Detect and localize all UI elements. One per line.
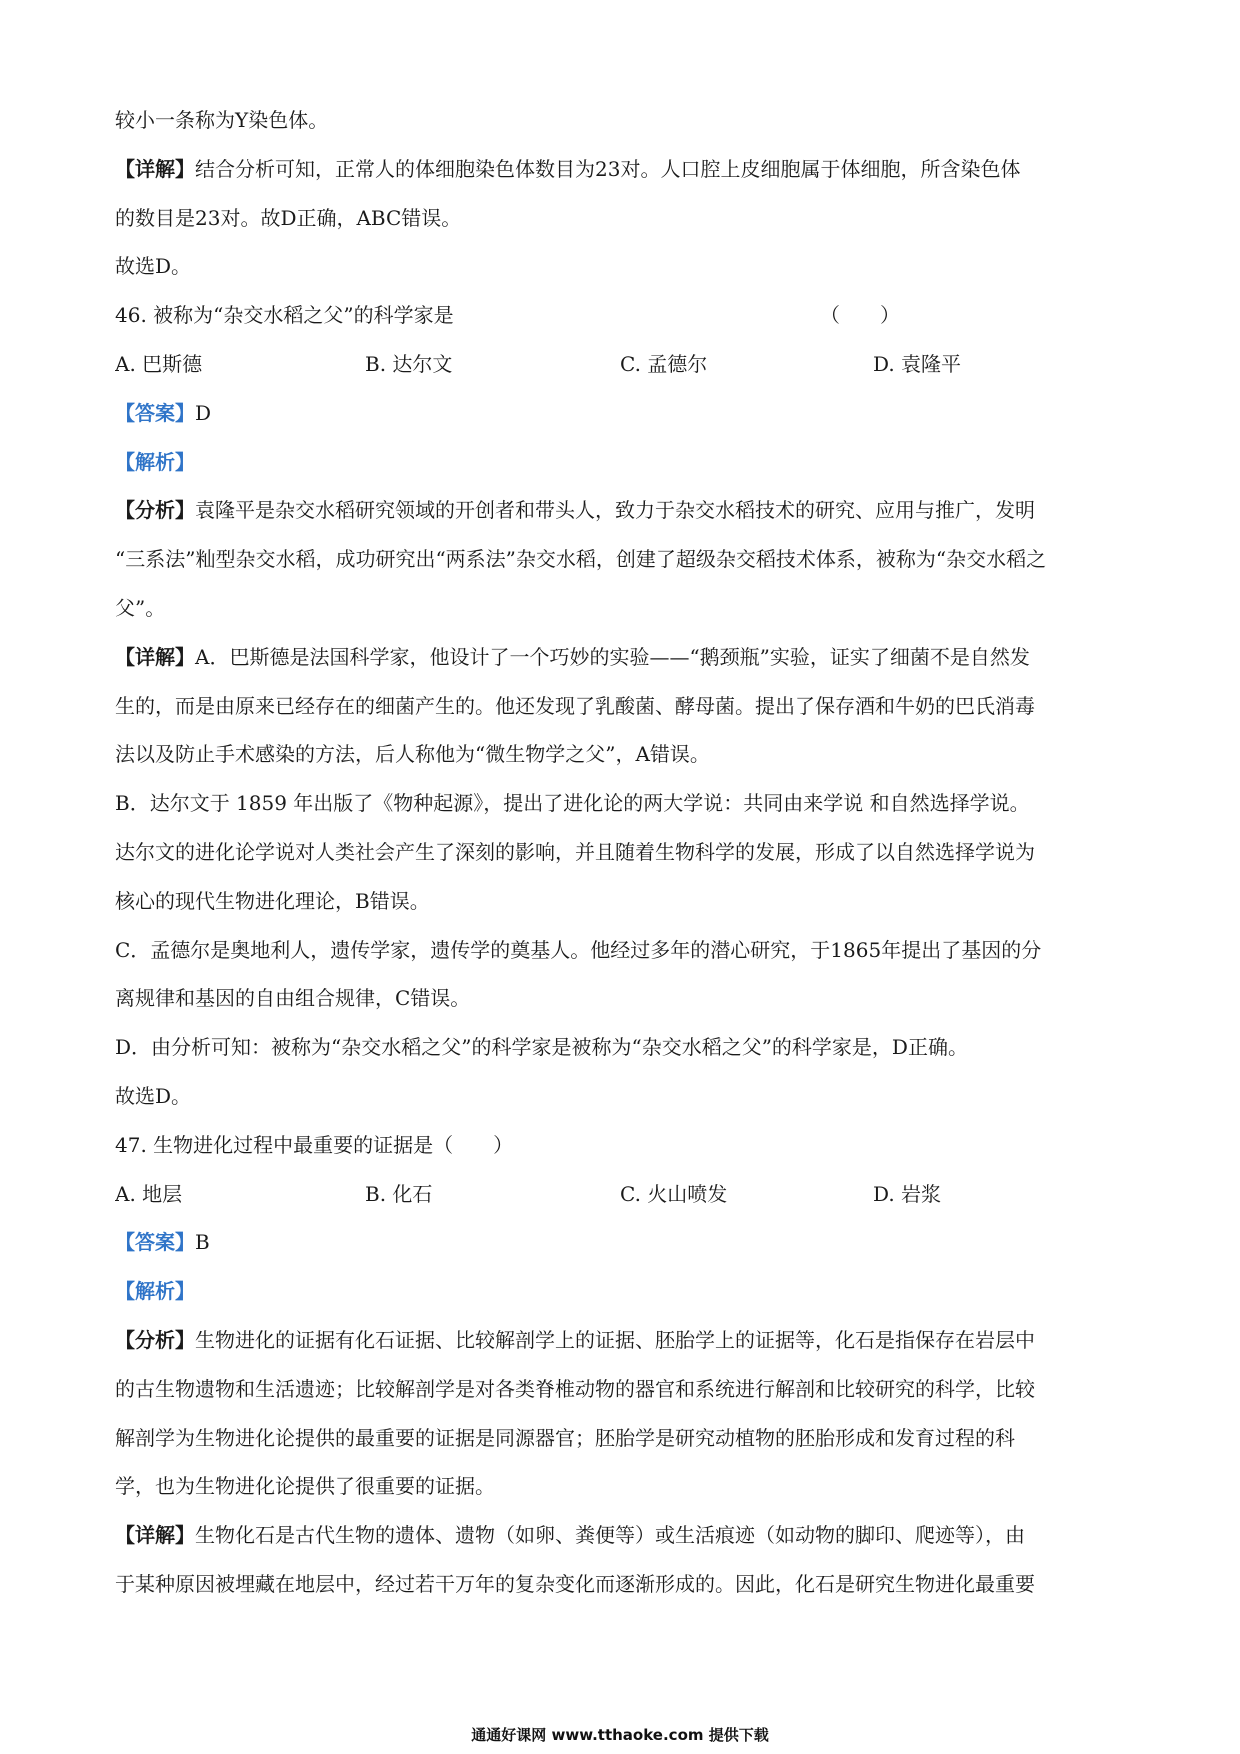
analysis-tag: 【分析】: [115, 1327, 195, 1352]
answer-tag: 【答案】: [115, 1230, 195, 1255]
text-line: 【详解】生物化石是古代生物的遗体、遗物（如卵、粪便等）或生活痕迹（如动物的脚印、爬迹等），由: [115, 1523, 1025, 1548]
text-line: “三系法”籼型杂交水稻，成功研究出“两系法”杂交水稻，创建了超级杂交稻技术体系，被称为“杂交水稻之: [115, 547, 1047, 572]
option-b: B. 化石: [365, 1181, 433, 1206]
detail-tag: 【详解】: [115, 644, 195, 669]
text-line: 【分析】生物进化的证据有化石证据、比较解剖学上的证据、胚胎学上的证据等，化石是指保存在岩层中: [115, 1327, 1035, 1352]
page-content: [115, 96, 1135, 1609]
text-line: B．达尔文于 1859 年出版了《物种起源》，提出了进化论的两大学说：共同由来学说 和自然选择学说。: [115, 791, 1030, 816]
analysis-tag: 【分析】: [115, 498, 195, 523]
analysis-heading: 【解析】: [115, 449, 195, 474]
question-46-stem: 46. 被称为“杂交水稻之父”的科学家是 （ ）: [115, 291, 1135, 340]
text-line: 的古生物遗物和生活遗迹；比较解剖学是对各类脊椎动物的器官和系统进行解剖和比较研究的科学，比较: [115, 1376, 1035, 1401]
option-d: D. 袁隆平: [873, 351, 962, 376]
text-line: D．由分析可知：被称为“杂交水稻之父”的科学家是被称为“杂交水稻之父”的科学家是，D正确。: [115, 1035, 968, 1060]
analysis-heading: 【解析】: [115, 1279, 195, 1304]
text-line: 父”。: [115, 595, 166, 620]
option-a: A. 地层: [115, 1181, 183, 1206]
text-line: 解剖学为生物进化论提供的最重要的证据是同源器官；胚胎学是研究动植物的胚胎形成和发育过程的科: [115, 1425, 1015, 1450]
page-footer: 通通好课网 www.tthaoke.com 提供下载: [471, 1726, 769, 1744]
detail-tag: 【详解】: [115, 156, 195, 181]
answer-tag: 【答案】: [115, 400, 195, 425]
answer-line: 【答案】D: [115, 400, 212, 425]
option-c: C. 孟德尔: [620, 351, 708, 376]
text-line: 生的，而是由原来已经存在的细菌产生的。他还发现了乳酸菌、酵母菌。提出了保存酒和牛奶的巴氏消毒: [115, 693, 1035, 718]
option-b: B. 达尔文: [365, 351, 453, 376]
text-line: 故选D。: [115, 254, 192, 279]
text-line: 【详解】A．巴斯德是法国科学家，他设计了一个巧妙的实验——“鹅颈瓶”实验，证实了细菌不是自然发: [115, 644, 1030, 669]
question-47-options: [115, 1170, 1135, 1219]
text-line: C．孟德尔是奥地利人，遗传学家，遗传学的奠基人。他经过多年的潜心研究，于1865年提出了基因的分: [115, 937, 1042, 962]
text-line: 故选D。: [115, 1083, 192, 1108]
text-line: 的数目是23对。故D正确，ABC错误。: [115, 205, 462, 230]
option-d: D. 岩浆: [873, 1181, 942, 1206]
text-line: 达尔文的进化论学说对人类社会产生了深刻的影响，并且随着生物科学的发展，形成了以自然选择学说为: [115, 839, 1035, 864]
text-line: 法以及防止手术感染的方法，后人称他为“微生物学之父”，A错误。: [115, 742, 710, 767]
text-line: 较小一条称为Y染色体。: [115, 108, 329, 132]
text-line: 【分析】袁隆平是杂交水稻研究领域的开创者和带头人，致力于杂交水稻技术的研究、应用与推广，发明: [115, 498, 1035, 523]
text-line: 【详解】结合分析可知，正常人的体细胞染色体数目为23对。人口腔上皮细胞属于体细胞，所含染色体: [115, 156, 1021, 181]
answer-blank: （ ）: [820, 303, 900, 328]
option-a: A. 巴斯德: [115, 351, 203, 376]
text-line: 离规律和基因的自由组合规律，C错误。: [115, 986, 471, 1011]
text-line: 于某种原因被埋藏在地层中，经过若干万年的复杂变化而逐渐形成的。因此，化石是研究生物进化最重要: [115, 1571, 1035, 1596]
question-46-options: [115, 340, 1135, 389]
option-c: C. 火山喷发: [620, 1181, 728, 1206]
text-line: 核心的现代生物进化理论，B错误。: [115, 888, 430, 913]
question-47-stem: 47. 生物进化过程中最重要的证据是（ ）: [115, 1132, 514, 1157]
answer-line: 【答案】B: [115, 1230, 210, 1255]
text-line: 学，也为生物进化论提供了很重要的证据。: [115, 1474, 495, 1499]
detail-tag: 【详解】: [115, 1523, 195, 1548]
